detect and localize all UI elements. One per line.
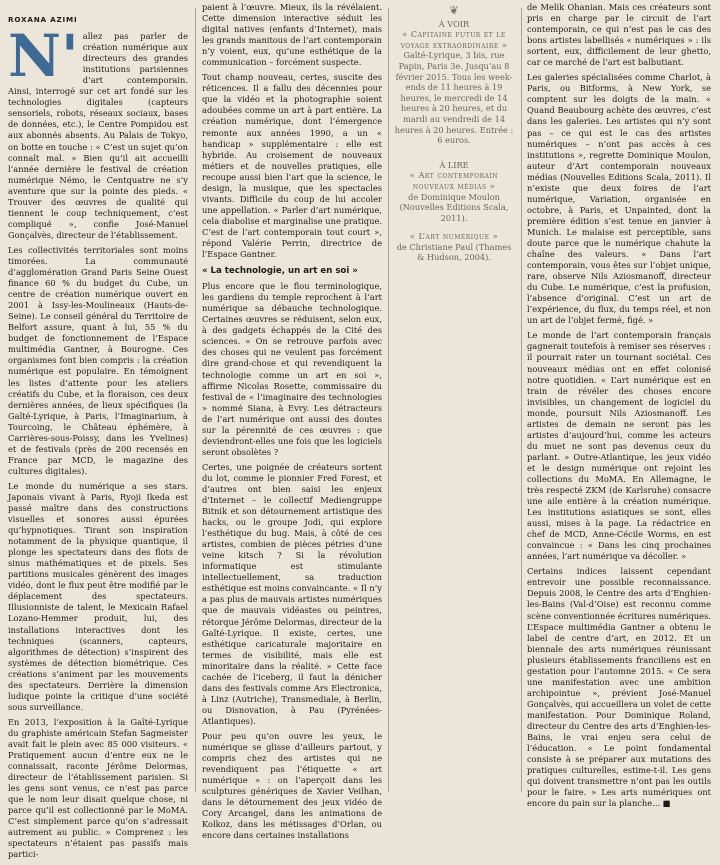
drop-cap: N' <box>8 22 79 91</box>
article-paragraph: Tout champ nouveau, certes, suscite des réticences. Il a fallu des décennies pour que la vidéo et la photographie soient adoubées comme un art à part entière. La création numérique, dont l’émergence remonte aux années 1990, a un « handicap » supplémentaire : elle est hybride. Au croisement de nouveaux métiers et de nouvelles pratiques, elle recoupe aussi bien l’art que la science, le design, la musique, que les spectacles vivants. Difficile du coup de lui accoler une appellation. « Parler d’art numérique, cela diabolise et marginalise une pratique. C’est de l’art contemporain tout court », répond Valérie Perrin, directrice de l’Espace Gantner. <box>202 72 382 260</box>
column-1 <box>8 14 188 865</box>
byline: ROXANA AZIMI <box>8 15 78 24</box>
column-2 <box>202 2 382 845</box>
article-paragraph: Les collectivités territoriales sont moins timorées. La communauté d’agglomération Grand Paris Seine Ouest finance 60 % du budget du Cube, un centre de création numérique ouvert en 2001 à Issy-les-Moulineaux (Hauts-de-Seine). Le conseil général du Territoire de Belfort assure, quant à lui, 55 % du budget de fonctionnement de l’Espace multimédia Gantner, à Bourogne. Ces organismes font bien compris : la création numérique est populaire. En témoignent les listes d’attente pour les ateliers créatifs du Cube, et la floraison, ces deux dernières années, de lieux spécifiques (la Gaîté-Lyrique, à Paris, l’Imaginarium, à Tourcoing, le Château éphémère, à Carrières-sous-Poissy, dans les Yvelines) et de festivals (près de 200 recensés en France par MCD, le magazine des cultures digitales). <box>8 244 188 476</box>
column-divider <box>521 8 522 792</box>
article-paragraph: Les galeries spécialisées comme Charlot, à Paris, ou Bitforms, à New York, se comptent sur les doigts de la main. « Quand Beaubourg achète des œuvres, c’est dans les galeries. Les artistes qui n’y sont pas – ce qui est le cas des artistes numériques – n’ont pas accès à ces institutions », regrette Dominique Moulon, auteur d’Art contemporain nouveaux médias (Nouvelles Editions Scala, 2011). Il n’existe que deux foires de l’art numérique, Variation, organisée en octobre, à Paris, et Unpainted, dont la première édition s’est tenue en janvier à Munich. Le malaise est perceptible, sans doute parce que le numérique chahute la chaîne des valeurs. « Dans l’art contemporain, vous êtes sur l’objet unique, rare, observe Nils Aziosmanoff, directeur du Cube. Le numérique, c’est la profusion, l’absence d’original. C’est un art de l’expérience, du flux, du temps réel, et non un art de l’objet fermé, figé. » <box>527 72 711 326</box>
exhibition-details: Gaîté-Lyrique, 3 bis, rue Papin, Paris 3e. Jusqu’au 8 février 2015. Tous les week-ends de 11 heures à 19 heures, le mercredi de 14 heures à 20 heures, et du mardi au vendredi de 14 heures à 20 heures. Entrée : 6 euros. <box>394 50 514 146</box>
sidebar-info <box>393 6 515 277</box>
article-paragraph: Le monde du numérique a ses stars. Japonais vivant à Paris, Ryoji Ikeda est passé maître dans des constructions visuelles et sonores aussi épurées qu’hypnotiques. Tirant son inspiration notamment de la physique quantique, il plonge les spectateurs dans des flots de sinus mathématiques et de pixels. Ses partitions musicales génèrent des images vidéo, dont le flux peut être modifié par le déplacement des spectateurs. Illusionniste de talent, le Mexicain Rafael Lozano-Hemmer produit, lui, des installations interactives dont les techniques (scanners, capteurs, algorithmes de détection) s’inspirent des systèmes de détection biométrique. Ces créations s’animent par les mouvements des spectateurs. Derrière la dimension ludique pointe la critique d’une société sous surveillance. <box>8 480 188 712</box>
article-paragraph: En 2013, l’exposition à la Gaîté-Lyrique du graphiste américain Stefan Sagmeister avait fait le plein avec 85 000 visiteurs. « Pratiquement aucun d’entre eux ne le connaissait, raconte Jérôme Delormas, directeur de l’établissement parisien. Si les gens sont venus, ce n’est pas parce que le nom leur disait quelque chose, ni parce qu’il est collectionné par le MoMA. C’est simplement parce qu’on s’adressait autrement au public. » Comprenez : les spectateurs n’étaient pas passifs mais partici- <box>8 716 188 860</box>
book-details-2: de Christiane Paul (Thames & Hudson, 2004). <box>396 241 512 263</box>
column-divider <box>388 8 389 792</box>
exhibition-title: « Capitaine futur et le voyage extraordinaire » <box>400 29 508 50</box>
subheading: « La technologie, un art en soi » <box>202 266 358 277</box>
article-paragraph: Le monde de l’art contemporain français gagnerait toutefois à remiser ses réserves : il pourrait rater un tournant sociétal. Ces nouveaux médias ont en effet colonisé notre quotidien. « L’art numérique est en train de révéler des choses encore invisibles, un changement de logiciel du monde, poursuit Nils Aziosmanoff. Les artistes de demain ne seront pas les artistes d’aujourd’hui, comme les acteurs du muet ne sont pas devenus ceux du parlant. » Outre-Atlantique, les jeux vidéo et le design numérique ont rejoint les collections du MoMA. En Allemagne, le très respecté ZKM (de Karlsruhe) consacre une aile entière à la création numérique. Les institutions asiatiques se sont, elles aussi, mises à la page. La rédactrice en chef de MCD, Anne-Cécile Worms, en est convaincue : « Dans les cinq prochaines années, l’art numérique va décoller. » <box>527 330 711 562</box>
read-label: À LIRE <box>439 159 469 170</box>
book-title-1: « Art contemporain nouveaux médias » <box>409 170 499 191</box>
see-block <box>393 19 515 146</box>
article-paragraph: Plus encore que le flou terminologique, les gardiens du temple reprochent à l’art numérique sa débauche technologique. Certaines œuvres se réduisent, selon eux, à des gadgets échappés de la Cité des sciences. « On se retrouve parfois avec des choses qui ne veulent pas forcément dire grand-chose et qui revendiquent la technologie comme un art en soi », affirme Nicolas Rosette, commissaire du festival de « l’imaginaire des technologies » nommé Siana, à Evry. Les détracteurs de l’art numérique ont aussi des doutes sur la pérennité de ces œuvres : que deviendront-elles une fois que les logiciels seront obsolètes ? <box>202 281 382 457</box>
column-divider <box>195 8 196 792</box>
article-paragraph: paient à l’œuvre. Mieux, ils la révélaient. Cette dimension interactive séduit les digital natives (enfants d’Internet), mais les grands manitous de l’art contemporain n’y voient, eux, qu’une esthétique de la communication – forcément suspecte. <box>202 2 382 68</box>
ornament-icon: ❦ <box>449 4 459 17</box>
article-paragraph: Pour peu qu’on ouvre les yeux, le numérique se glisse d’ailleurs partout, y compris chez des artistes qui ne revendiquent pas l’étiquette « art numérique » : on l’aperçoit dans les sculptures génériques de Xavier Veilhan, dans le détournement des jeux vidéo de Cory Arcangel, dans les animations de Kolkoz, dans les métissages d’Orlan, ou encore dans certaines installations <box>202 731 382 841</box>
book-details-1: de Dominique Moulon (Nouvelles Editions Scala, 2011). <box>399 191 509 223</box>
book-title-2: « L’art numérique » <box>409 231 499 242</box>
read-block <box>393 160 515 263</box>
article-paragraph: Certes, une poignée de créateurs sortent du lot, comme le pionnier Fred Forest, et d’autres ont bien saisi les enjeux d’Internet – le collectif Mediengruppe Bitnik et son détournement artistique des hacks, ou le groupe Jodi, qui explore l’esthétique du bug. Mais, à côté de ces artistes, combien de pièces pétries d’une veine kitsch ? Si la révolution informatique est stimulante intellectuellement, sa traduction esthétique est moins convaincante. « Il n’y a pas plus de mauvais artistes numériques que de mauvais vidéastes ou peintres, rétorque Jérôme Delormas, directeur de la Gaîté-Lyrique. Il existe, certes, une esthétique caricaturale majoritaire en termes de visibilité, mais elle est minoritaire dans la réalité. » Cette face cachée de l’iceberg, il faut la dénicher dans des festivals comme Ars Electronica, à Linz (Autriche), Transmediale, à Berlin, ou Disnovation, à Pau (Pyrénées-Atlantiques). <box>202 461 382 726</box>
article-paragraph: de Melik Ohanian. Mais ces créateurs sont pris en charge par le circuit de l’art contemporain, ce qui n’est pas le cas des bons artistes labellisés « numériques » : ils sortent, eux, difficilement de leur ghetto, car ce marché de l’art est balbutiant. <box>527 2 711 68</box>
article-paragraph: N' allez pas parler de création numérique aux directeurs des grandes institutions parisiennes d’art contemporain. Ainsi, interrogé sur cet art fondé sur les technologies digitales (capteurs sensoriels, robots, réseaux sociaux, bases de données, etc.), le Centre Pompidou est aux abonnés absents. Au Palais de Tokyo, on botte en touche : « C’est un sujet qu’on connaît mal. » Bien qu’il ait accueilli l’année dernière le festival de création numérique Némo, le Centquatre ne s’y aventure que sur la pointe des pieds. « Trouver des œuvres de qualité qui tiennent le coup techniquement, c’est compliqué », confie José-Manuel Gonçalvès, directeur de l’établissement. <box>8 22 188 240</box>
column-4 <box>527 2 711 813</box>
see-label: À VOIR <box>438 18 470 29</box>
article-paragraph: Certains indices laissent cependant entrevoir une possible reconnaissance. Depuis 2008, le Centre des arts d’Enghien-les-Bains (Val-d’Oise) est reconnu comme scène conventionnée écritures numériques. L’Espace multimédia Gantner a obtenu le label de centre d’art, en 2012. Et un biennale des arts numériques réunissant plusieurs établissements franciliens est en gestation pour l’automne 2015. « Ce sera une manifestation avec une ambition archipointue », prévient José-Manuel Gonçalvès, qui accueillera un volet de cette manifestation. Pour Dominique Roland, directeur du Centre des arts d’Enghien-les-Bains, le vrai enjeu sera celui de l’éducation. « Le point fondamental consiste à se préparer aux mutations des pratiques culturelles, estime-t-il. Les gens qui doivent transmettre n’ont pas les outils pour le faire. » Les arts numériques ont encore du pain sur la planche... ■ <box>527 566 711 809</box>
